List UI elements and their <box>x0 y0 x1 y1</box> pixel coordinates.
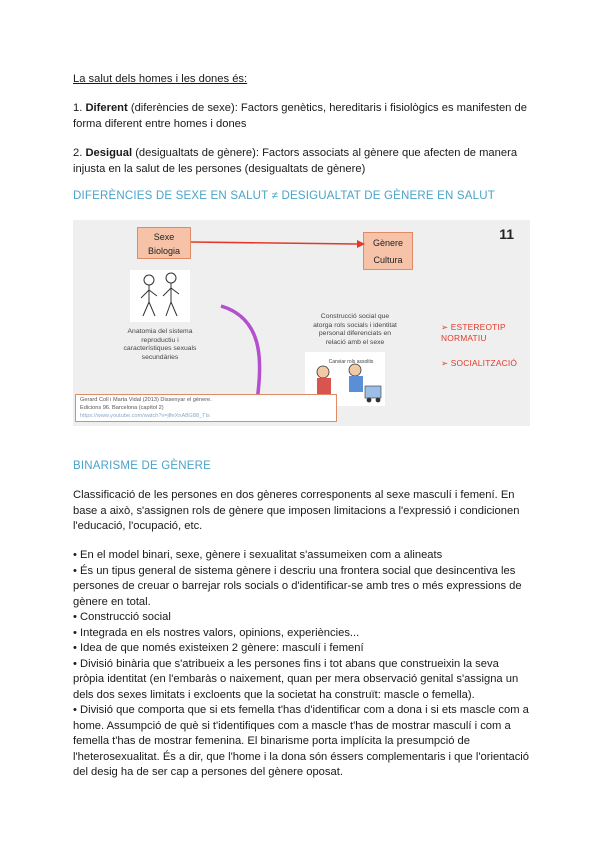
point1-number: 1. <box>73 102 83 114</box>
bullet-socialization-text: SOCIALITZACIÓ <box>450 358 518 368</box>
page-title: La salut dels homes i les dones és: <box>73 73 248 85</box>
point-diferent <box>73 101 533 132</box>
right-caption: Construcció social que atorga rols socials i identitat personal diferenciats en relació amb el sexe <box>313 313 397 346</box>
section-heading-sex-gender: DIFERÈNCIES DE SEXE EN SALUT ≠ DESIGUALTAT DE GÈNERE EN SALUT <box>73 190 495 202</box>
box-gender-label: Gènere <box>372 238 404 248</box>
list-item: • És un tipus general de sistema gènere i descriu una frontera social que desincentiva les persones de creuar o barrejar rols socials o d'identificar-se amb tres o més expressions de gènere en total. <box>73 564 522 608</box>
arrow-line <box>191 242 357 244</box>
section-heading-binarism: BINARISME DE GÈNERE <box>73 460 211 472</box>
point-desigual <box>73 146 533 177</box>
reference-link[interactable]: https://www.youtube.com/watch?v=jlfeXnA8G88_TIs <box>80 413 210 419</box>
bullet-marker-icon: ➢ <box>441 322 449 332</box>
reference-line-1: Gerard Coll i Marta Vidal (2013) Dissenyar el gènere. <box>80 397 212 403</box>
arrow-head <box>357 240 365 248</box>
bullet-socialization <box>441 358 517 368</box>
list-item: • En el model binari, sexe, gènere i sexualitat s'assumeixen com a alineats <box>73 549 443 561</box>
bullet-stereotype <box>441 322 521 343</box>
inner-label: Canviar rols assolits <box>328 359 374 365</box>
bullet-marker-icon: ➢ <box>441 358 449 368</box>
reference-box <box>75 394 337 422</box>
point2-number: 2. <box>73 147 83 159</box>
figures-illustration <box>130 270 190 322</box>
bullet-stereotype-text: ESTEREOTIP NORMATIU <box>441 322 506 343</box>
box-biology-label: Biologia <box>147 246 181 256</box>
list-item: • Integrada en els nostres valors, opinions, experiències... <box>73 626 360 639</box>
point2-term: Desigual <box>85 147 133 159</box>
list-item: • Idea de que només existeixen 2 gènere: masculí i femení <box>73 642 364 654</box>
box-sex-label: Sexe <box>153 232 175 242</box>
left-caption: Anatomia del sistema reproductiu i característiques sexuals secundàries <box>123 328 197 361</box>
slide-number: 11 <box>499 226 514 242</box>
slide-image <box>73 220 530 426</box>
binarism-bullets <box>73 548 533 781</box>
list-item: • Divisió binària que s'atribueix a les persones fins i tot abans que construeixin la seva pròpia identitat (en l'embaràs o naixement, quan per mera observació genital s'assigna un dels dos sexes limitats i excloents que la societat ha construït: mascle o femella). <box>73 657 519 701</box>
reference-line-2: Edicions 96. Barcelona (capítol 2) <box>80 405 164 411</box>
point1-text: (diferències de sexe): Factors genètics, hereditaris i fisiològics es manifesten de forma diferent entre homes i dones <box>73 102 527 130</box>
box-culture-label: Cultura <box>373 255 403 265</box>
point1-term: Diferent <box>85 102 128 114</box>
binarism-paragraph: Classificació de les persones en dos gèneres corresponents al sexe masculí i femení. En base a això, s'assignen rols de gènere que imposen limitacions a l'expressió i condicionen l'educació, l'ocupació, etc. <box>73 489 520 532</box>
list-item: • Divisió que comporta que si ets femella t'has d'identificar com a dona i si ets mascle com a home. Assumpció de què si t'identifiques com a mascle t'has de mostrar masculí i com a femella t'has de mostrar femenina. El binarisme porta implícita la presumpció de l'heterosexualitat. És a dir, que l'home i la dona són éssers complementaris i que l'orientació del desig ha de ser cap a persones del gènere oposat. <box>73 704 530 778</box>
list-item: • Construcció social <box>73 611 171 623</box>
point2-text: (desigualtats de gènere): Factors associats al gènere que afecten de manera injusta en la salut de les persones (desigualtats de gènere) <box>73 147 518 175</box>
